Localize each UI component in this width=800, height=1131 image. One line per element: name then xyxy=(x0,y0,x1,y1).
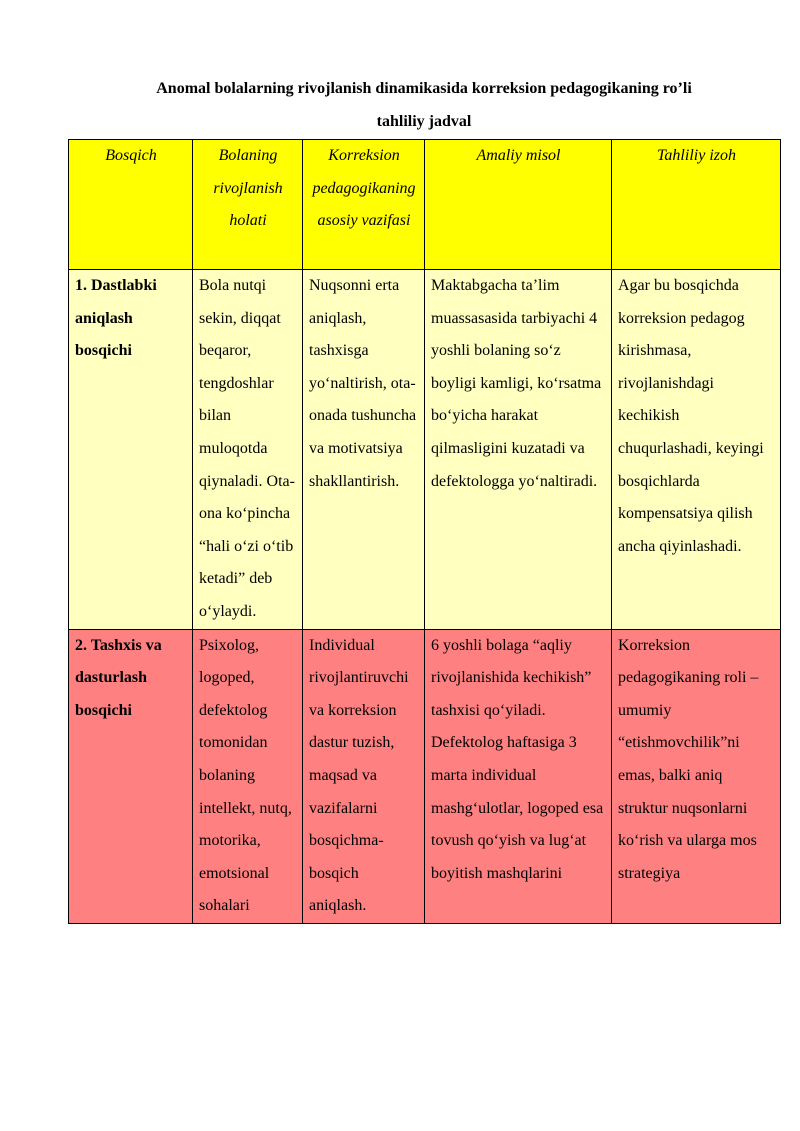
header-practical-example: Amaliy misol xyxy=(425,140,612,270)
header-stage: Bosqich xyxy=(69,140,193,270)
cell-correction-task: Individual rivojlantiruvchi va korreksion dastur tuzish, maqsad va vazifalarni bosqichma-bosqich aniqlash. xyxy=(303,629,425,923)
cell-stage: 2. Tashxis va dasturlash bosqichi xyxy=(69,629,193,923)
cell-child-state: Psixolog, logoped, defektolog tomonidan bolaning intellekt, nutq, motorika, emotsional sohalari xyxy=(193,629,303,923)
table-header-row xyxy=(69,140,781,270)
cell-practical-example: 6 yoshli bolaga “aqliy rivojlanishida kechikish” tashxisi qo‘yiladi. Defektolog haftasiga 3 marta individual mashg‘ulotlar, logoped esa tovush qo‘yish va lug‘at boyitish mashqlarini xyxy=(425,629,612,923)
header-analytical-comment: Tahliliy izoh xyxy=(612,140,781,270)
table-row xyxy=(69,270,781,630)
table-row xyxy=(69,629,781,923)
cell-stage: 1. Dastlabki aniqlash bosqichi xyxy=(69,270,193,630)
document-title xyxy=(68,72,780,138)
cell-correction-task: Nuqsonni erta aniqlash, tashxisga yo‘naltirish, ota-onada tushuncha va motivatsiya shakllantirish. xyxy=(303,270,425,630)
cell-analytical-comment: Korreksion pedagogikaning roli – umumiy “etishmovchilik”ni emas, balki aniq struktur nuqsonlarni ko‘rish va ularga mos strategiya xyxy=(612,629,781,923)
header-correction-task: Korreksion pedagogikaning asosiy vazifasi xyxy=(303,140,425,270)
title-line-1: Anomal bolalarning rivojlanish dinamikasida korreksion pedagogikaning ro’li xyxy=(156,80,692,97)
analysis-table xyxy=(68,139,781,924)
header-child-state: Bolaning rivojlanish holati xyxy=(193,140,303,270)
cell-analytical-comment: Agar bu bosqichda korreksion pedagog kirishmasa, rivojlanishdagi kechikish chuqurlashadi, keyingi bosqichlarda kompensatsiya qilish ancha qiyinlashadi. xyxy=(612,270,781,630)
cell-child-state: Bola nutqi sekin, diqqat beqaror, tengdoshlar bilan muloqotda qiynaladi. Ota-ona ko‘pincha “hali o‘zi o‘tib ketadi” deb o‘ylaydi. xyxy=(193,270,303,630)
title-line-2: tahliliy jadval xyxy=(376,113,472,130)
cell-practical-example: Maktabgacha ta’lim muassasasida tarbiyachi 4 yoshli bolaning so‘z boyligi kamligi, ko‘rsatma bo‘yicha harakat qilmasligini kuzatadi va defektologga yo‘naltiradi. xyxy=(425,270,612,630)
